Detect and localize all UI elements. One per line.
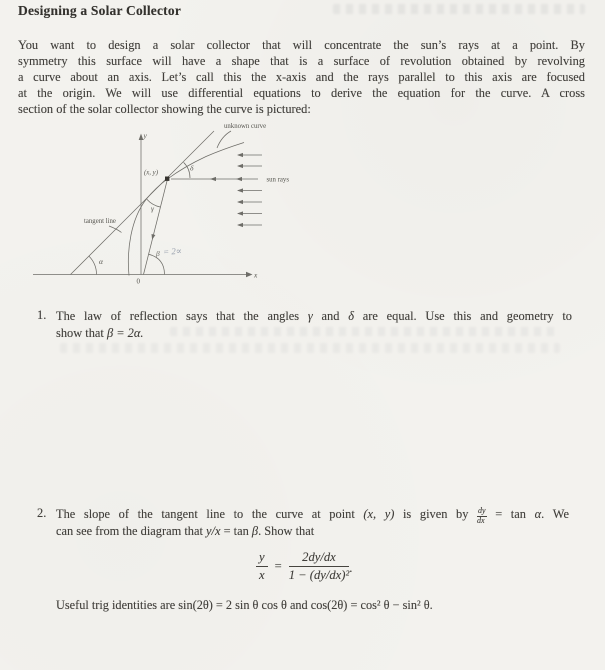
unknown-curve-leader-line — [217, 131, 231, 148]
solar-collector-diagram — [25, 115, 315, 295]
equation-period: . — [349, 561, 353, 575]
tangent-line-label: tangent line — [84, 218, 116, 225]
problem2-text-segment: is given by — [394, 507, 478, 521]
scan-ghost-noise — [60, 343, 560, 353]
scan-ghost-noise — [333, 4, 585, 14]
sun-ray-arrowhead — [237, 153, 243, 157]
delta-symbol: δ — [348, 309, 354, 323]
point-coordinates: (x, y) — [363, 507, 395, 521]
ratio-expression: y/x — [206, 524, 221, 538]
lhs-numerator: y — [256, 550, 268, 567]
derivative-fraction — [477, 507, 487, 526]
problem1-line2 — [56, 325, 572, 342]
x-axis-arrowhead — [246, 272, 253, 278]
display-equation — [256, 550, 352, 583]
unknown-curve-label: unknown curve — [224, 123, 267, 130]
intro-line: at the origin. We will use differential equations to derive the equation for the curve. A cross — [18, 86, 585, 101]
derivative-numerator: dy — [478, 506, 486, 516]
derivative-denominator: dx — [477, 516, 485, 525]
problem1-text-segment: are equal. Use this and geometry to — [354, 309, 572, 323]
alpha-angle-label: α — [99, 257, 103, 266]
intro-line: section of the solar collector showing the curve is pictured: — [18, 102, 311, 117]
rhs-numerator: 2dy/dx — [289, 550, 350, 567]
incident-ray-arrowhead — [236, 177, 242, 181]
point-marker — [165, 177, 169, 181]
gamma-angle-label: γ — [151, 204, 154, 213]
problem2-text-segment: . Show that — [258, 524, 315, 538]
gamma-symbol: γ — [307, 309, 313, 323]
problem2-line1 — [56, 506, 569, 523]
sun-ray-arrowhead — [237, 188, 243, 192]
y-axis-label: y — [143, 131, 147, 140]
rhs-fraction — [288, 550, 353, 583]
problem2-text — [56, 506, 569, 540]
sun-ray-arrowhead — [237, 164, 243, 168]
origin-label: 0 — [136, 277, 140, 286]
equals-sign: = — [274, 559, 282, 573]
intro-line: symmetry this surface will have a shape that is a surface of revolution obtained by revolving — [18, 54, 585, 69]
intro-line: a curve about an axis. Let’s call this the x-axis and the rays parallel to this axis are focused — [18, 70, 585, 85]
beta-equation: β = 2α. — [106, 326, 144, 340]
tangent-line — [71, 131, 215, 275]
problem2-text-segment: = tan — [486, 507, 535, 521]
problem1-text-segment: show that — [56, 326, 107, 340]
sun-ray-arrowhead — [237, 223, 243, 227]
page-title: Designing a Solar Collector — [18, 3, 182, 18]
problem2-text-segment: = tan — [220, 524, 252, 538]
rhs-denominator: 1 − (dy/dx)² — [288, 568, 350, 582]
x-axis-label: x — [254, 270, 258, 280]
problem1-text-segment: and — [312, 309, 349, 323]
problem1-number: 1. — [37, 308, 47, 322]
problem2-text-segment: . We — [541, 507, 570, 521]
problem2-line2 — [56, 523, 569, 540]
sun-ray-arrowhead — [237, 211, 243, 215]
delta-angle-label: δ — [190, 163, 194, 173]
reflected-ray-arrowhead — [152, 234, 156, 240]
beta-angle-label: β — [156, 249, 160, 258]
unknown-curve — [128, 143, 244, 276]
lhs-denominator: x — [259, 568, 265, 582]
trig-identities-note: Useful trig identities are sin(2θ) = 2 sin θ cos θ and cos(2θ) = cos² θ − sin² θ. — [56, 598, 433, 612]
alpha-angle-arc — [89, 256, 97, 274]
problem1-line1 — [56, 308, 572, 325]
intro-paragraph — [18, 37, 585, 117]
beta-handwritten-annotation: = 2∝ — [162, 245, 183, 257]
beta-symbol: β — [251, 524, 259, 538]
sun-ray-arrowhead — [237, 200, 243, 204]
lhs-fraction — [256, 550, 268, 583]
reflected-ray — [144, 179, 168, 275]
alpha-symbol: α — [534, 507, 542, 521]
problem2-number: 2. — [37, 506, 47, 520]
sun-rays-label: sun rays — [266, 176, 289, 184]
incident-ray-arrowhead — [210, 177, 216, 181]
problem1-text — [56, 308, 572, 342]
problem2-text-segment: can see from the diagram that — [56, 524, 207, 538]
problem2-text-segment: The slope of the tangent line to the curve at point — [56, 507, 364, 521]
intro-line: You want to design a solar collector that will concentrate the sun’s rays at a point. By — [18, 38, 585, 52]
point-coordinates-label: (x, y) — [144, 169, 158, 177]
problem1-text-segment: The law of reflection says that the angles — [56, 309, 308, 323]
